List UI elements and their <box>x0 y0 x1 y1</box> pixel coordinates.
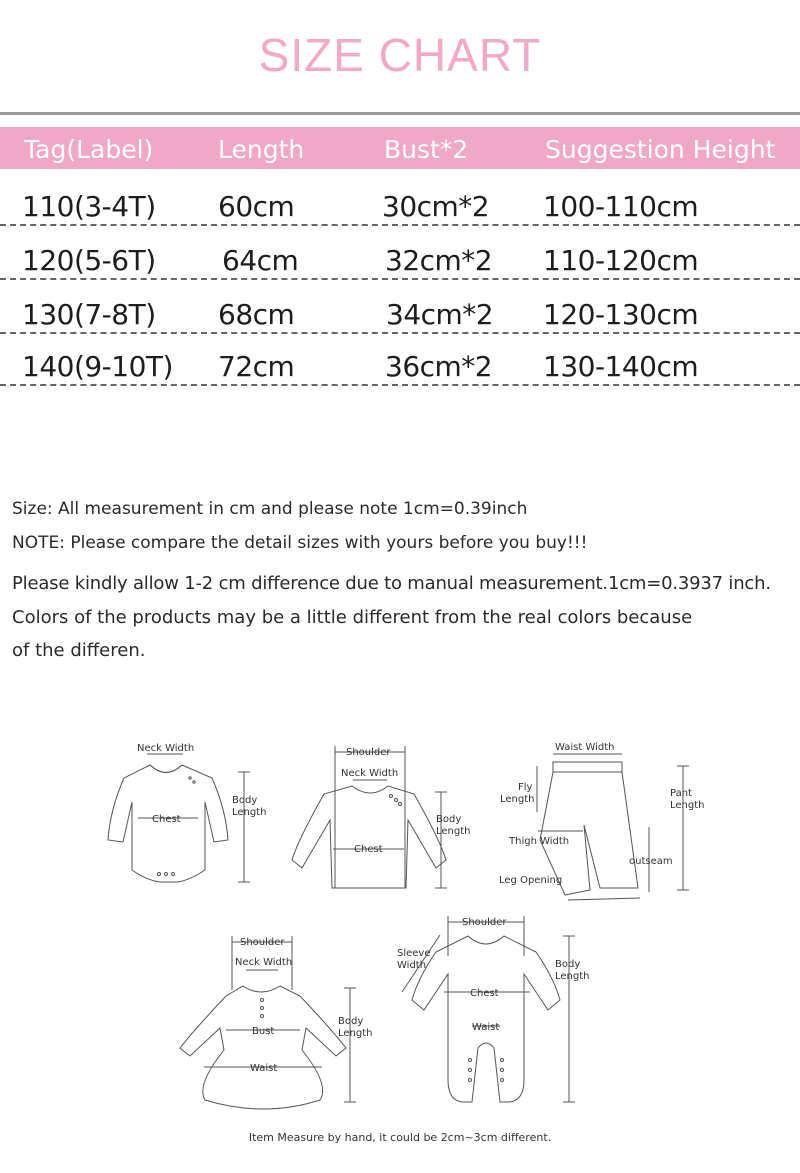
table-row <box>0 190 800 230</box>
cell-tag: 140(9-10T) <box>22 350 173 383</box>
table-header <box>0 127 800 169</box>
top-shoulder-label: Shoulder <box>346 747 391 758</box>
row-divider <box>0 332 800 334</box>
table-row <box>0 298 800 338</box>
cell-length: 72cm <box>218 350 295 383</box>
note-size: Size: All measurement in cm and please note 1cm=0.39inch <box>12 499 528 519</box>
cell-tag: 110(3-4T) <box>22 190 156 223</box>
cell-length: 68cm <box>218 298 295 331</box>
dress-waist-label: Waist <box>250 1063 278 1074</box>
dress-bust-label: Bust <box>252 1026 275 1037</box>
romper-shoulder-label: Shoulder <box>462 917 507 928</box>
cell-height: 100-110cm <box>543 190 699 223</box>
cell-height: 120-130cm <box>543 298 699 331</box>
diagram-labels <box>0 730 800 1130</box>
cell-bust: 36cm*2 <box>385 350 493 383</box>
cell-tag: 130(7-8T) <box>22 298 156 331</box>
header-length: Length <box>218 135 305 164</box>
row-divider <box>0 224 800 226</box>
page-title: SIZE CHART <box>258 29 542 81</box>
note-colors-cont: of the differen. <box>12 640 146 661</box>
bodysuit-length-label-2: Length <box>232 807 267 818</box>
bodysuit-chest-label: Chest <box>152 814 181 825</box>
dress-length-label-1: Body <box>338 1016 364 1027</box>
pants-fly-label-2: Length <box>500 794 535 805</box>
top-neck-width-label: Neck Width <box>341 768 399 779</box>
top-length-label-2: Length <box>436 826 471 837</box>
note-compare: NOTE: Please compare the detail sizes with yours before you buy!!! <box>12 533 588 553</box>
cell-length: 60cm <box>218 190 295 223</box>
cell-bust: 32cm*2 <box>385 244 493 277</box>
top-length-label-1: Body <box>436 814 462 825</box>
dress-length-label-2: Length <box>338 1028 373 1039</box>
note-colors: Colors of the products may be a little different from the real colors because <box>12 607 693 628</box>
top-chest-label: Chest <box>354 844 383 855</box>
row-divider <box>0 384 800 386</box>
measurement-diagram <box>0 730 800 1150</box>
pants-length-label-2: Length <box>670 800 705 811</box>
romper-sleeve-label-2: Width <box>397 960 427 971</box>
header-bust: Bust*2 <box>384 135 469 164</box>
romper-waist-label: Waist <box>472 1022 500 1033</box>
romper-length-label-2: Length <box>555 971 590 982</box>
cell-height: 110-120cm <box>543 244 699 277</box>
cell-length: 64cm <box>222 244 299 277</box>
pants-fly-label-1: Fly <box>518 782 533 793</box>
dress-neck-width-label: Neck Width <box>235 957 293 968</box>
pants-outseam-label: outseam <box>629 856 673 867</box>
table-row <box>0 244 800 284</box>
cell-height: 130-140cm <box>543 350 699 383</box>
romper-sleeve-label-1: Sleeve <box>397 948 431 959</box>
cell-bust: 34cm*2 <box>386 298 494 331</box>
pants-leg-opening-label: Leg Opening <box>499 875 563 886</box>
cell-tag: 120(5-6T) <box>22 244 156 277</box>
header-tag: Tag(Label) <box>24 135 154 164</box>
bodysuit-neck-width-label: Neck Width <box>137 743 195 754</box>
pants-length-label-1: Pant <box>670 788 692 799</box>
cell-bust: 30cm*2 <box>382 190 490 223</box>
bodysuit-length-label-1: Body <box>232 795 258 806</box>
romper-length-label-1: Body <box>555 959 581 970</box>
pants-waist-label: Waist Width <box>555 742 615 753</box>
divider <box>0 112 800 115</box>
row-divider <box>0 278 800 280</box>
pants-thigh-label: Thigh Width <box>509 836 570 847</box>
romper-chest-label: Chest <box>470 988 499 999</box>
dress-shoulder-label: Shoulder <box>240 937 285 948</box>
footer-note: Item Measure by hand, it could be 2cm~3cm different. <box>248 1131 552 1144</box>
header-height: Suggestion Height <box>545 135 776 164</box>
table-row <box>0 350 800 390</box>
note-difference: Please kindly allow 1-2 cm difference due to manual measurement.1cm=0.3937 inch. <box>12 573 771 594</box>
